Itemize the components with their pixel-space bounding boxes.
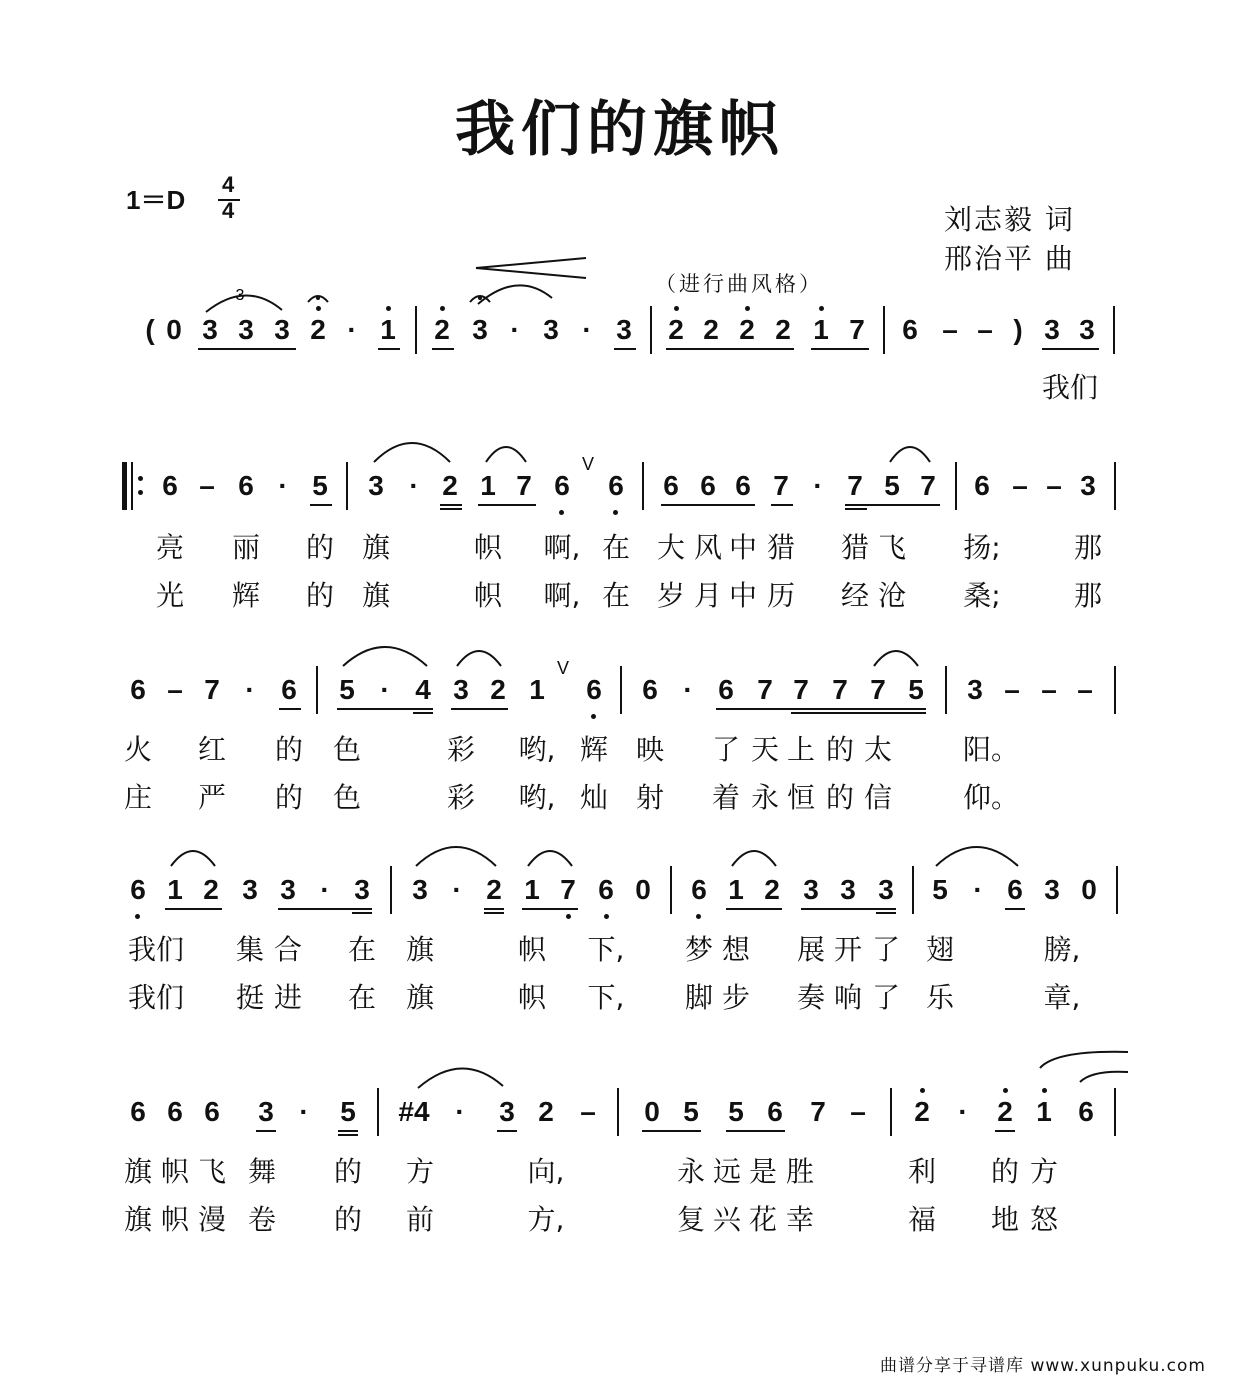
lyric-syllable: 在 bbox=[347, 933, 376, 966]
note: 3 bbox=[1079, 314, 1095, 345]
lyric-syllable: 在 bbox=[347, 981, 376, 1014]
lyric-syllable: 下, bbox=[587, 933, 625, 966]
lyric-syllable: 集 bbox=[235, 933, 264, 966]
lyric-syllable: 岁 bbox=[656, 579, 685, 612]
sharp-note: #4 bbox=[398, 1096, 430, 1127]
lyric-syllable: 远 bbox=[712, 1155, 741, 1188]
lyric-syllable: 的 bbox=[274, 733, 303, 766]
lyric-syllable: 沧 bbox=[877, 579, 906, 612]
note: 0 bbox=[1081, 874, 1097, 905]
augmentation-dot: · bbox=[973, 874, 983, 905]
note: 3 bbox=[242, 874, 258, 905]
note: 3 bbox=[274, 314, 290, 345]
note: 7 bbox=[870, 674, 886, 705]
lyric-syllable: 的 bbox=[305, 531, 334, 564]
lyric-syllable: 脚 bbox=[684, 981, 713, 1014]
note: 6 bbox=[586, 674, 602, 705]
lyric-syllable: 大 bbox=[656, 531, 685, 564]
lyric-syllable: 兴 bbox=[712, 1203, 741, 1236]
note: 1 bbox=[529, 674, 545, 705]
lyric-syllable: 光 bbox=[155, 579, 184, 612]
note: 2 bbox=[434, 314, 450, 345]
dash: – bbox=[942, 314, 958, 345]
lyric-syllable: 风 bbox=[693, 531, 722, 564]
lyric-syllable: 阳。 bbox=[963, 733, 1020, 766]
lyric-syllable: 信 bbox=[863, 781, 892, 814]
augmentation-dot: · bbox=[683, 674, 693, 705]
note: 2 bbox=[442, 470, 458, 501]
lyric-syllable: 哟, bbox=[518, 733, 556, 766]
note: 3 bbox=[543, 314, 559, 345]
note: 3 bbox=[280, 874, 296, 905]
lyric-syllable: 月 bbox=[693, 579, 722, 612]
note: 6 bbox=[642, 674, 658, 705]
lyric-syllable: 的 bbox=[333, 1155, 362, 1188]
note: 5 bbox=[908, 674, 924, 705]
note: 3 bbox=[967, 674, 983, 705]
dash: – bbox=[977, 314, 993, 345]
augmentation-dot: · bbox=[380, 674, 390, 705]
note: 2 bbox=[739, 314, 755, 345]
lyric-syllable: 桑; bbox=[963, 579, 1001, 612]
lyric-syllable: 庄 bbox=[123, 781, 152, 814]
note: 6 bbox=[130, 1096, 146, 1127]
note: 7 bbox=[204, 674, 220, 705]
dash: – bbox=[580, 1096, 596, 1127]
dash: – bbox=[1077, 674, 1093, 705]
lyric-syllable: 恒 bbox=[786, 781, 815, 814]
note: 7 bbox=[560, 874, 576, 905]
lyric-syllable: 旗 bbox=[405, 933, 434, 966]
note: 2 bbox=[486, 874, 502, 905]
note: 3 bbox=[412, 874, 428, 905]
note: 2 bbox=[490, 674, 506, 705]
lyric-syllable: 舞 bbox=[247, 1155, 276, 1188]
note: 5 bbox=[340, 1096, 356, 1127]
note: 1 bbox=[480, 470, 496, 501]
note: 6 bbox=[902, 314, 918, 345]
note: 7 bbox=[920, 470, 936, 501]
slur-markings bbox=[0, 1092, 1240, 1152]
note: 0 bbox=[644, 1096, 660, 1127]
note: 6 bbox=[204, 1096, 220, 1127]
note: 3 bbox=[616, 314, 632, 345]
lyric-syllable: 是 bbox=[748, 1155, 777, 1188]
open-paren: ( bbox=[145, 314, 155, 345]
lyric-syllable: 帜 bbox=[473, 531, 502, 564]
lyric-syllable: 复 bbox=[676, 1203, 705, 1236]
augmentation-dot: · bbox=[510, 314, 520, 345]
note: 3 bbox=[258, 1096, 274, 1127]
note: 6 bbox=[735, 470, 751, 501]
note: 6 bbox=[1078, 1096, 1094, 1127]
lyric-syllable: 翅 bbox=[925, 933, 954, 966]
note: 7 bbox=[849, 314, 865, 345]
note: 6 bbox=[554, 470, 570, 501]
lyric-syllable: 我们 bbox=[127, 981, 184, 1014]
lyric-syllable: 向, bbox=[527, 1155, 565, 1188]
lyric-syllable: 想 bbox=[721, 933, 750, 966]
note: 1 bbox=[524, 874, 540, 905]
note: 7 bbox=[757, 674, 773, 705]
note: 6 bbox=[281, 674, 297, 705]
lyric-syllable: 色 bbox=[332, 733, 361, 766]
augmentation-dot: · bbox=[409, 470, 419, 501]
lyric-syllable: 展 bbox=[796, 933, 825, 966]
breath-mark: V bbox=[581, 454, 594, 474]
breath-mark: V bbox=[556, 658, 569, 678]
lyric-syllable: 火 bbox=[123, 733, 152, 766]
dash: – bbox=[850, 1096, 866, 1127]
note: 5 bbox=[683, 1096, 699, 1127]
lyric-syllable: 啊, bbox=[543, 579, 581, 612]
note: 5 bbox=[728, 1096, 744, 1127]
lyric-syllable: 飞 bbox=[197, 1155, 226, 1188]
augmentation-dot: · bbox=[813, 470, 823, 501]
note: 6 bbox=[598, 874, 614, 905]
note: 0 bbox=[635, 874, 651, 905]
lyric-syllable: 了 bbox=[711, 733, 740, 766]
lyric-syllable: 猎 bbox=[840, 531, 869, 564]
slur-markings bbox=[0, 466, 1240, 526]
note: 2 bbox=[764, 874, 780, 905]
note: 6 bbox=[700, 470, 716, 501]
lyric-syllable: 方, bbox=[527, 1203, 565, 1236]
note: 3 bbox=[1044, 874, 1060, 905]
lyric-syllable: 辉 bbox=[579, 733, 608, 766]
lyric-syllable: 丽 bbox=[231, 531, 260, 564]
lyric-syllable: 响 bbox=[833, 981, 862, 1014]
lyric-syllable: 帜 bbox=[473, 579, 502, 612]
lyric-syllable: 帜 bbox=[517, 981, 546, 1014]
note: 6 bbox=[1007, 874, 1023, 905]
lyric-syllable: 帜 bbox=[517, 933, 546, 966]
note: 2 bbox=[914, 1096, 930, 1127]
lyric-syllable: 前 bbox=[405, 1203, 434, 1236]
note: 3 bbox=[368, 470, 384, 501]
note: 7 bbox=[516, 470, 532, 501]
lyric-syllable: 我们 bbox=[1041, 371, 1098, 404]
note: 1 bbox=[813, 314, 829, 345]
lyric-syllable: 步 bbox=[721, 981, 750, 1014]
lyric-syllable: 哟, bbox=[518, 781, 556, 814]
note: 1 bbox=[1036, 1096, 1052, 1127]
lyric-syllable: 了 bbox=[871, 933, 900, 966]
note: 6 bbox=[974, 470, 990, 501]
note: 6 bbox=[767, 1096, 783, 1127]
lyric-syllable: 的 bbox=[305, 579, 334, 612]
lyric-syllable: 仰。 bbox=[963, 781, 1020, 814]
lyric-syllable: 扬; bbox=[963, 531, 1001, 564]
lyric-syllable: 我们 bbox=[127, 933, 184, 966]
lyric-syllable: 上 bbox=[786, 733, 815, 766]
augmentation-dot: · bbox=[278, 470, 288, 501]
note: 3 bbox=[202, 314, 218, 345]
note: 6 bbox=[238, 470, 254, 501]
lyric-syllable: 花 bbox=[748, 1203, 777, 1236]
style-marking: （进行曲风格） bbox=[655, 272, 823, 296]
slur-markings bbox=[0, 287, 1240, 370]
lyric-syllable: 射 bbox=[635, 781, 664, 814]
note: 3 bbox=[1080, 470, 1096, 501]
note: 3 bbox=[878, 874, 894, 905]
lyric-syllable: 帜 bbox=[160, 1203, 189, 1236]
lyric-syllable: 严 bbox=[197, 781, 226, 814]
lyric-syllable: 亮 bbox=[155, 531, 184, 564]
slur-markings bbox=[0, 870, 1240, 930]
lyric-syllable: 旗 bbox=[123, 1155, 152, 1188]
augmentation-dot: · bbox=[347, 314, 357, 345]
lyric-syllable: 挺 bbox=[235, 981, 264, 1014]
time-signature-bottom: 4 bbox=[222, 198, 235, 223]
note: 3 bbox=[453, 674, 469, 705]
note: 5 bbox=[312, 470, 328, 501]
augmentation-dot: · bbox=[958, 1096, 968, 1127]
note: 7 bbox=[773, 470, 789, 501]
lyric-syllable: 的 bbox=[990, 1155, 1019, 1188]
dash: – bbox=[1041, 674, 1057, 705]
lyric-syllable: 历 bbox=[766, 579, 795, 612]
note: 6 bbox=[663, 470, 679, 501]
note: 6 bbox=[162, 470, 178, 501]
augmentation-dot: · bbox=[582, 314, 592, 345]
lyric-syllable: 方 bbox=[405, 1155, 434, 1188]
note: 7 bbox=[810, 1096, 826, 1127]
lyric-syllable: 卷 bbox=[247, 1203, 276, 1236]
augmentation-dot: · bbox=[320, 874, 330, 905]
note: 2 bbox=[538, 1096, 554, 1127]
note: 7 bbox=[832, 674, 848, 705]
note: 6 bbox=[130, 874, 146, 905]
lyric-syllable: 着 bbox=[711, 781, 740, 814]
lyric-syllable: 下, bbox=[587, 981, 625, 1014]
note: 6 bbox=[608, 470, 624, 501]
lyric-syllable: 漫 bbox=[197, 1203, 226, 1236]
lyric-syllable: 色 bbox=[332, 781, 361, 814]
lyric-syllable: 啊, bbox=[543, 531, 581, 564]
lyric-syllable: 幸 bbox=[785, 1203, 814, 1236]
dash: – bbox=[199, 470, 215, 501]
dash: – bbox=[1046, 470, 1062, 501]
lyric-syllable: 天 bbox=[750, 733, 779, 766]
note: 7 bbox=[847, 470, 863, 501]
svg-text:3: 3 bbox=[235, 287, 245, 304]
lyric-syllable: 了 bbox=[871, 981, 900, 1014]
lyric-syllable: 怒 bbox=[1029, 1203, 1058, 1236]
note: 1 bbox=[167, 874, 183, 905]
lyricist-credit: 刘志毅 词 bbox=[944, 203, 1075, 236]
note: 2 bbox=[775, 314, 791, 345]
note: 5 bbox=[884, 470, 900, 501]
lyric-syllable: 辉 bbox=[231, 579, 260, 612]
note: 6 bbox=[718, 674, 734, 705]
lyric-syllable: 乐 bbox=[925, 981, 954, 1014]
lyric-syllable: 红 bbox=[197, 733, 226, 766]
slur-markings bbox=[0, 670, 1240, 730]
augmentation-dot: · bbox=[245, 674, 255, 705]
lyric-syllable: 那 bbox=[1073, 579, 1102, 612]
lyric-syllable: 旗 bbox=[405, 981, 434, 1014]
lyric-syllable: 合 bbox=[273, 933, 302, 966]
note: 2 bbox=[203, 874, 219, 905]
lyric-syllable: 胜 bbox=[785, 1155, 814, 1188]
augmentation-dot: · bbox=[455, 1096, 465, 1127]
lyric-syllable: 永 bbox=[676, 1155, 705, 1188]
lyric-syllable: 猎 bbox=[766, 531, 795, 564]
lyric-syllable: 奏 bbox=[796, 981, 825, 1014]
dash: – bbox=[1004, 674, 1020, 705]
lyric-syllable: 飞 bbox=[877, 531, 906, 564]
note: 1 bbox=[728, 874, 744, 905]
lyric-syllable: 永 bbox=[750, 781, 779, 814]
note: 3 bbox=[803, 874, 819, 905]
note: 6 bbox=[130, 674, 146, 705]
lyric-syllable: 的 bbox=[333, 1203, 362, 1236]
dash: – bbox=[167, 674, 183, 705]
lyric-syllable: 映 bbox=[635, 733, 664, 766]
note: 2 bbox=[703, 314, 719, 345]
lyric-syllable: 灿 bbox=[579, 781, 608, 814]
lyric-syllable: 的 bbox=[825, 733, 854, 766]
lyric-syllable: 太 bbox=[863, 733, 892, 766]
lyric-syllable: 帜 bbox=[160, 1155, 189, 1188]
lyric-syllable: 在 bbox=[601, 579, 630, 612]
note: 2 bbox=[668, 314, 684, 345]
lyric-syllable: 在 bbox=[601, 531, 630, 564]
lyric-syllable: 中 bbox=[728, 531, 757, 564]
lyric-syllable: 旗 bbox=[361, 579, 390, 612]
note: 2 bbox=[310, 314, 326, 345]
composer-credit: 邢治平 曲 bbox=[944, 242, 1075, 275]
note: 3 bbox=[840, 874, 856, 905]
lyric-syllable: 利 bbox=[907, 1155, 936, 1188]
note: 6 bbox=[167, 1096, 183, 1127]
song-title: 我们的旗帜 bbox=[455, 95, 785, 165]
lyric-syllable: 膀, bbox=[1043, 933, 1081, 966]
lyric-syllable: 章, bbox=[1043, 981, 1081, 1014]
note: 5 bbox=[339, 674, 355, 705]
lyric-syllable: 彩 bbox=[446, 733, 475, 766]
close-paren: ) bbox=[1013, 314, 1023, 345]
lyric-syllable: 那 bbox=[1073, 531, 1102, 564]
footer-watermark: 曲谱分享于寻谱库 www.xunpuku.com bbox=[880, 1356, 1206, 1376]
lyric-syllable: 旗 bbox=[361, 531, 390, 564]
time-signature-top: 4 bbox=[222, 172, 235, 197]
lyric-syllable: 方 bbox=[1029, 1155, 1058, 1188]
lyric-syllable: 进 bbox=[273, 981, 302, 1014]
note: 1 bbox=[380, 314, 396, 345]
augmentation-dot: · bbox=[452, 874, 462, 905]
augmentation-dot: · bbox=[299, 1096, 309, 1127]
note: 3 bbox=[472, 314, 488, 345]
dash: – bbox=[1012, 470, 1028, 501]
lyric-syllable: 旗 bbox=[123, 1203, 152, 1236]
lyric-syllable: 的 bbox=[825, 781, 854, 814]
lyric-syllable: 经 bbox=[840, 579, 869, 612]
note: 3 bbox=[1044, 314, 1060, 345]
lyric-syllable: 梦 bbox=[684, 933, 713, 966]
lyric-syllable: 地 bbox=[990, 1203, 1019, 1236]
key-signature: 1＝D bbox=[126, 185, 186, 215]
note: 3 bbox=[238, 314, 254, 345]
note: 0 bbox=[166, 314, 182, 345]
lyric-syllable: 的 bbox=[274, 781, 303, 814]
lyric-syllable: 福 bbox=[907, 1203, 936, 1236]
lyric-syllable: 中 bbox=[728, 579, 757, 612]
lyric-syllable: 彩 bbox=[446, 781, 475, 814]
note: 7 bbox=[793, 674, 809, 705]
note: 3 bbox=[354, 874, 370, 905]
note: 4 bbox=[415, 674, 431, 705]
note: 3 bbox=[499, 1096, 515, 1127]
note: 2 bbox=[997, 1096, 1013, 1127]
lyric-syllable: 开 bbox=[833, 933, 862, 966]
note: 6 bbox=[691, 874, 707, 905]
note: 5 bbox=[932, 874, 948, 905]
